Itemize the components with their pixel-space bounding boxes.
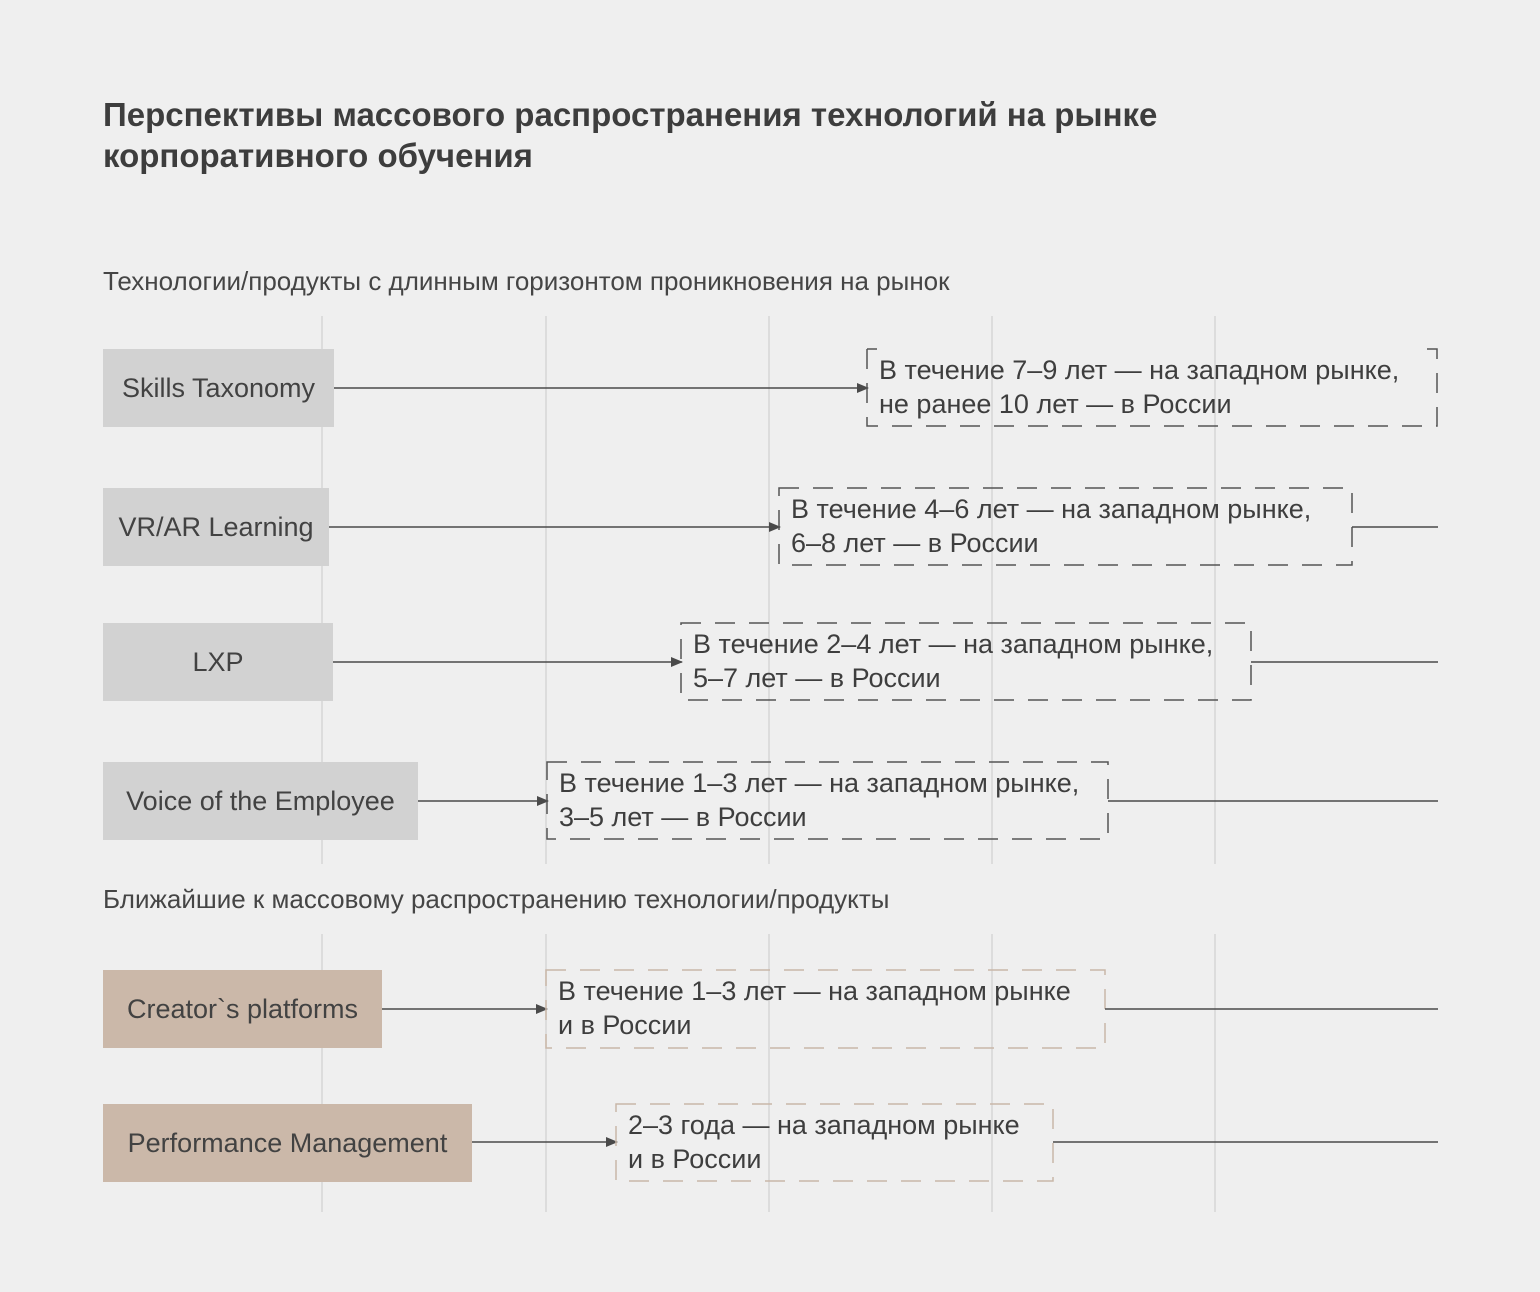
timeline-box-performance-management [616,1104,1053,1182]
tech-label: Performance Management [127,1127,448,1158]
tech-label: Creator`s platforms [126,993,359,1024]
tech-box-voice-of-the-employee [103,762,418,840]
timeline-text-line2: и в России [558,1010,692,1040]
timeline-box-skills-taxonomy [867,349,1437,427]
timeline-text-line1: В течение 1–3 лет — на западном рынке, [559,768,1080,798]
timeline-text-line2: 3–5 лет — в России [559,802,807,832]
timeline-text-line1: В течение 4–6 лет — на западном рынке, [791,494,1312,524]
timeline-text-line2: не ранее 10 лет — в России [879,389,1232,419]
timeline-box-vr-ar-learning [779,488,1352,566]
section-title-nearest: Ближайшие к массовому распространению технологии/продукты [103,884,890,914]
page-title: Перспективы массового распространения технологий на рынке корпоративного обучения [103,96,1158,174]
timeline-text-line1: В течение 7–9 лет — на западном рынке, [879,355,1400,385]
tech-box-skills-taxonomy [103,349,334,427]
timeline-text-line2: 6–8 лет — в России [791,528,1039,558]
timeline-box-voice-of-the-employee [547,762,1108,840]
tech-label: Skills Taxonomy [121,372,316,403]
timeline-text-line1: В течение 2–4 лет — на западном рынке, [693,629,1214,659]
tech-label: Voice of the Employee [126,785,395,816]
tech-box-creators-platforms [103,970,382,1048]
section-title-long-horizon: Технологии/продукты с длинным горизонтом проникновения на рынок [103,266,950,296]
timeline-text-line1: 2–3 года — на западном рынке [628,1110,1020,1140]
tech-box-performance-management [103,1104,472,1182]
timeline-text-line2: 5–7 лет — в России [693,663,941,693]
timeline-box-lxp [681,623,1251,701]
timeline-text-line1: В течение 1–3 лет — на западном рынке [558,976,1071,1006]
timeline-text-line2: и в России [628,1144,762,1174]
tech-box-lxp [103,623,333,701]
timeline-box-creators-platforms [546,970,1105,1048]
tech-label: LXP [192,646,244,677]
tech-label: VR/AR Learning [118,511,314,542]
tech-box-vr-ar-learning [103,488,329,566]
